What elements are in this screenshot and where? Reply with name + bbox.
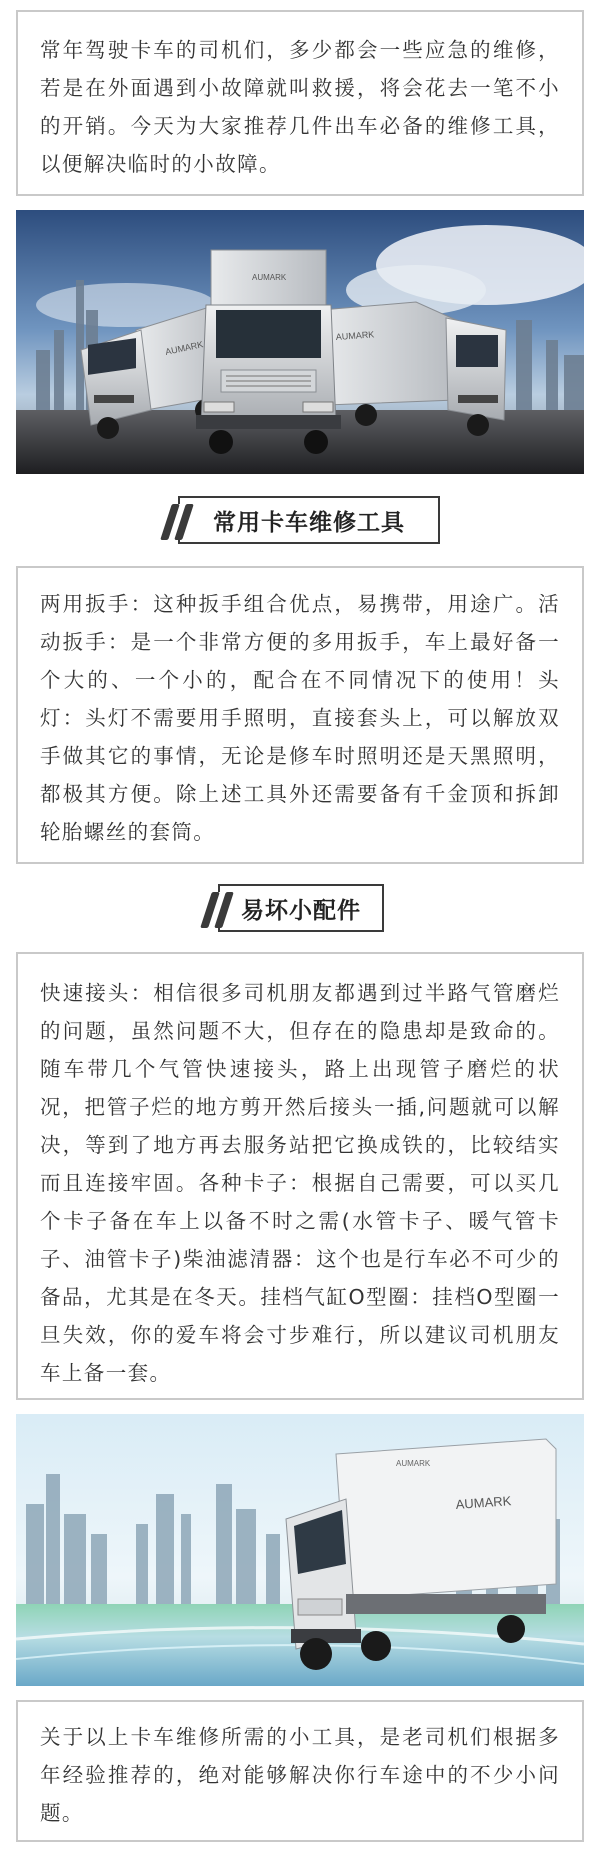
truck-brand-top: AUMARK xyxy=(396,1459,431,1468)
parts-text: 快速接头：相信很多司机朋友都遇到过半路气管磨烂的问题，虽然问题不大，但存在的隐患却是致命的。随车带几个气管快速接头，路上出现管子磨烂的状况，把管子烂的地方剪开然后接头一插,问题就可以解决，等到了地方再去服务站把它换成铁的，比较结实而且连接牢固。各种卡子：根据自己需要，可以买几个卡子备在车上以备不时之需(水管卡子、暖气管卡子、油管卡子)柴油滤清器：这个也是行车必不可少的备品，尤其是在冬天。挂档气缸O型圈：挂档O型圈一旦失效，你的爱车将会寸步难行，所以建议司机朋友车上备一套。 xyxy=(40,981,560,1385)
truck-brand-center: AUMARK xyxy=(252,273,287,282)
outro-box xyxy=(16,1700,584,1842)
trucks-photo xyxy=(16,210,584,474)
slash-marks-icon xyxy=(202,892,236,928)
tools-box xyxy=(16,566,584,864)
trucks-image xyxy=(16,210,584,474)
tools-text: 两用扳手：这种扳手组合优点，易携带，用途广。活动扳手：是一个非常方便的多用扳手，车上最好备一个大的、一个小的，配合在不同情况下的使用！头灯：头灯不需要用手照明，直接套头上，可以解放双手做其它的事情，无论是修车时照明还是天黑照明，都极其方便。除上述工具外还需要备有千金顶和拆卸轮胎螺丝的套筒。 xyxy=(40,592,560,844)
truck-brand-side: AUMARK xyxy=(455,1493,512,1512)
section-title: 常用卡车维修工具 xyxy=(213,509,405,536)
intro-text: 常年驾驶卡车的司机们，多少都会一些应急的维修，若是在外面遇到小故障就叫救援，将会花去一笔不小的开销。今天为大家推荐几件出车必备的维修工具，以便解决临时的小故障。 xyxy=(40,38,560,176)
outro-text: 关于以上卡车维修所需的小工具，是老司机们根据多年经验推荐的，绝对能够解决你行车途中的不少小问题。 xyxy=(40,1725,560,1825)
intro-box xyxy=(16,10,584,196)
section-heading-tools xyxy=(178,496,440,544)
truck-brand-right: AUMARK xyxy=(335,329,375,342)
truck-photo xyxy=(16,1414,584,1686)
section-heading-parts xyxy=(218,884,384,932)
truck-image xyxy=(16,1414,584,1686)
parts-box xyxy=(16,952,584,1400)
section-title: 易坏小配件 xyxy=(241,897,361,924)
slash-marks-icon xyxy=(162,504,196,540)
truck-brand-left: AUMARK xyxy=(164,339,205,357)
